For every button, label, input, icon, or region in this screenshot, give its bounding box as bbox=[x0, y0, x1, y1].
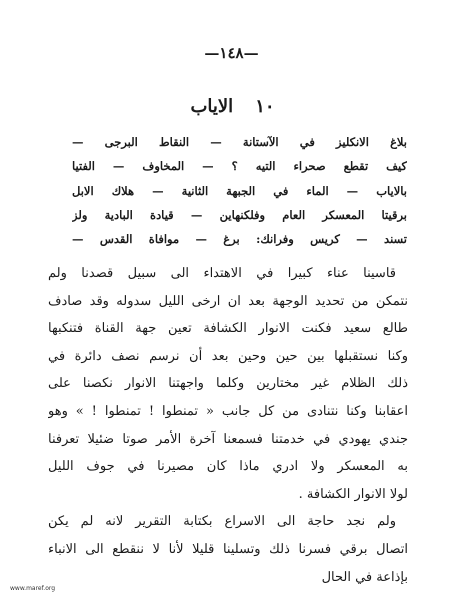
body-text bbox=[48, 260, 408, 591]
summary-line: تسند — كريس وفرانك: برغ — موافاة القدس — bbox=[72, 232, 407, 247]
page-number: —١٤٨— bbox=[204, 44, 259, 62]
paragraph-line: وكنا نستقبلها بين حين وحين بعد أن نرسم نصف دائرة في bbox=[48, 348, 408, 364]
paragraph-line: ولم نجد حاجة الى الاسراع بكتابة التقرير لانه لم يكن bbox=[48, 514, 396, 530]
summary-line: برقيتا المعسكر العام وفلكنهاين — قيادة البادية ولز bbox=[72, 207, 407, 222]
summary-line: بالاياب — الماء في الجبهة الثانية — هلاك الابل bbox=[72, 183, 407, 198]
chapter-title: الاياب bbox=[190, 96, 234, 117]
summary-line: بلاغ الانكليز في الآستانة — النقاط البرجى — bbox=[72, 135, 407, 149]
paragraph-line: اتصال برقي فسرنا ذلك وتسلينا قليلا لأنا لا ننقطع الى الانباء bbox=[48, 541, 408, 557]
paragraph-line: بإذاعة في الحال bbox=[321, 569, 408, 585]
chapter-number: ١٠ bbox=[255, 96, 275, 117]
paragraph-line: نتمكن من تحديد الوجهة بعد ان ارخى الليل سدوله وقد صادف bbox=[48, 293, 408, 309]
chapter-heading bbox=[60, 96, 405, 117]
paragraph-line: قاسينا عناء كبيرا في الاهتداء الى سبيل قصدنا ولم bbox=[48, 266, 396, 281]
paragraph-line: جندي يهودي في خدمتنا فسمعنا آخرة الأمر صوتا ضئيلا تعرفنا bbox=[48, 431, 408, 447]
summary-line: كيف تقطع صحراء التيه ؟ — المخاوف — الفتيا bbox=[72, 159, 407, 174]
paragraph-line: لولا الانوار الكشافة . bbox=[298, 486, 408, 502]
paragraph-line: ذلك الظلام غير مختارين وكلما واجهتنا الانوار نكصنا على bbox=[48, 376, 408, 392]
paragraph-line: به المعسكر ولا ادري ماذا كان مصيرنا في جوف الليل bbox=[48, 459, 408, 475]
chapter-summary bbox=[72, 130, 407, 251]
paragraph-line: اعقابنا وكنا نتنادى من كل جانب « تمنطوا ! تمنطوا ! » وهو bbox=[48, 403, 408, 419]
footer-url: www.maref.org bbox=[10, 585, 56, 592]
paragraph-line: طالع سعيد فكنت الانوار الكشافة تعين جهة القناة فتنكبها bbox=[48, 321, 408, 337]
